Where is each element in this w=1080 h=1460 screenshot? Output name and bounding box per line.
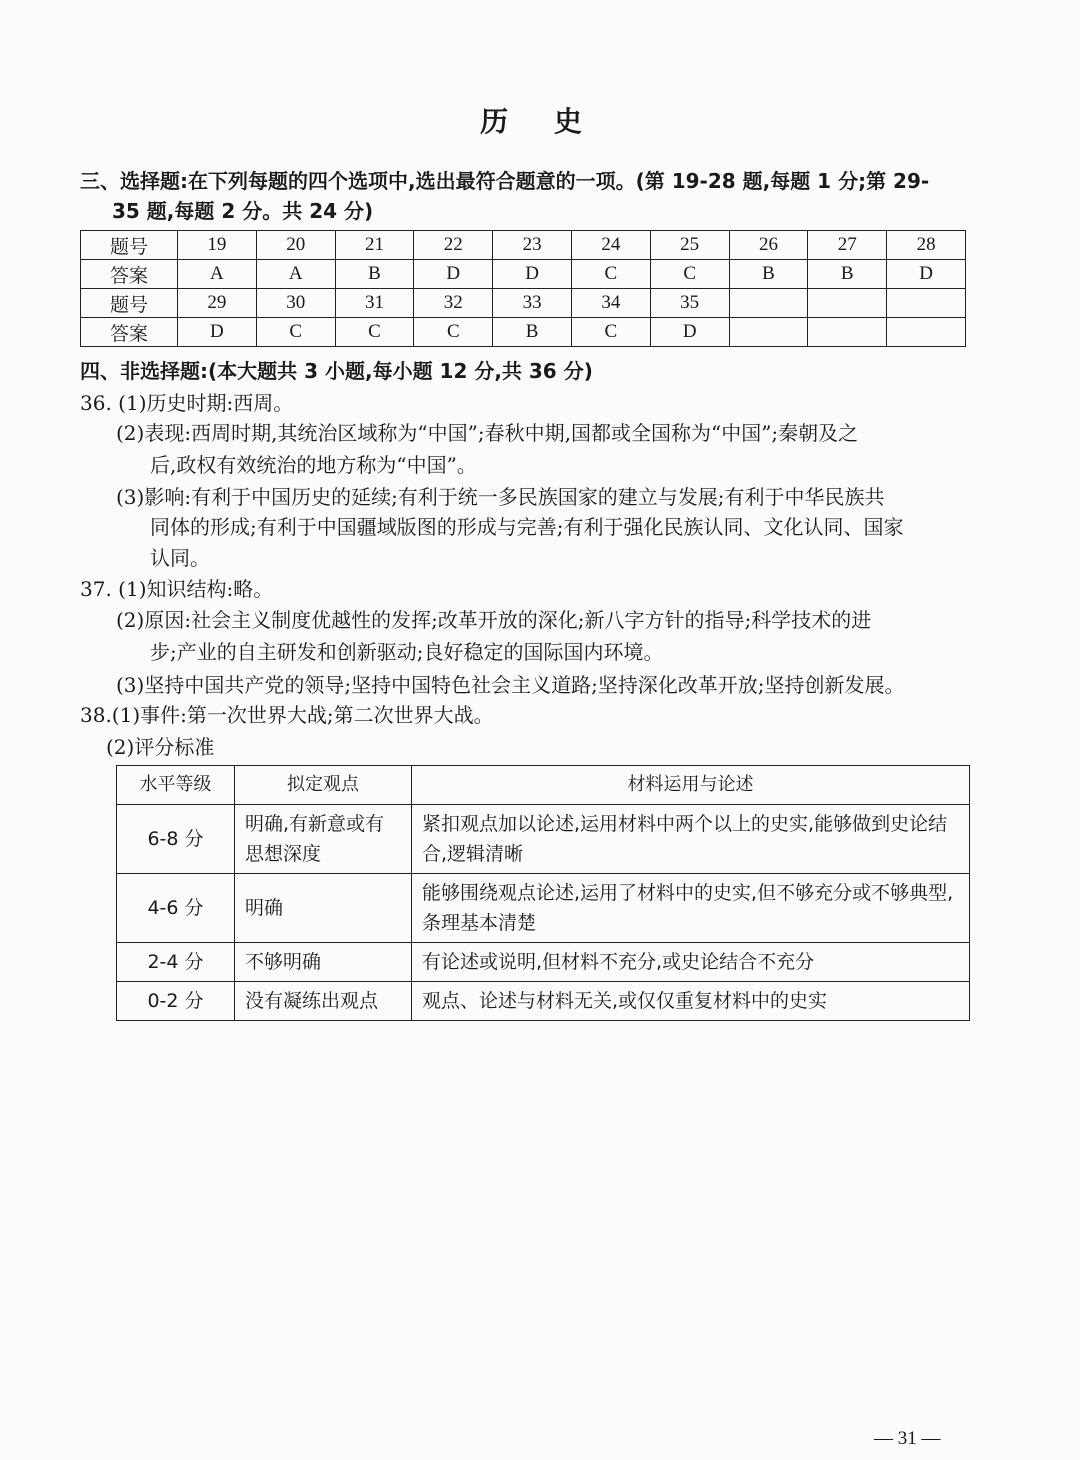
level-cell: 4-6 分 <box>117 874 235 943</box>
table-row <box>117 943 970 982</box>
desc-cell: 观点、论述与材料无关,或仅仅重复材料中的史实 <box>412 982 970 1021</box>
answer-cell: C <box>256 318 335 347</box>
level-cell: 2-4 分 <box>117 943 235 982</box>
answer-cell <box>808 318 887 347</box>
answer-cell: D <box>887 260 966 289</box>
answer-cell <box>729 289 808 318</box>
desc-cell: 有论述或说明,但材料不充分,或史论结合不充分 <box>412 943 970 982</box>
answer-cell: C <box>650 260 729 289</box>
answer-cell: 27 <box>808 231 887 260</box>
answer-cell: B <box>493 318 572 347</box>
answer-cell: C <box>414 318 493 347</box>
answer-cell: 19 <box>178 231 257 260</box>
row-label-cell: 答案 <box>81 318 178 347</box>
header-desc: 材料运用与论述 <box>412 766 970 805</box>
row-label-cell: 题号 <box>81 289 178 318</box>
answer-cell: B <box>335 260 414 289</box>
table-row <box>81 260 966 289</box>
q37-part2-line2: 步;产业的自主研发和创新驱动;良好稳定的国际国内环境。 <box>150 640 664 664</box>
answer-cell: 23 <box>493 231 572 260</box>
level-cell: 6-8 分 <box>117 805 235 874</box>
answer-cell: D <box>650 318 729 347</box>
table-row <box>117 982 970 1021</box>
q36-part2-line2: 后,政权有效统治的地方称为“中国”。 <box>150 453 477 477</box>
table-row <box>81 318 966 347</box>
q36-part3-line3: 认同。 <box>150 546 210 570</box>
section3-heading-line2: 35 题,每题 2 分。共 24 分) <box>112 199 374 223</box>
answer-cell: D <box>414 260 493 289</box>
view-cell: 明确,有新意或有思想深度 <box>235 805 412 874</box>
answer-cell: 21 <box>335 231 414 260</box>
table-row <box>117 805 970 874</box>
row-label-cell: 题号 <box>81 231 178 260</box>
answer-cell <box>887 318 966 347</box>
view-cell: 没有凝练出观点 <box>235 982 412 1021</box>
answer-cell <box>887 289 966 318</box>
answer-cell: D <box>493 260 572 289</box>
q38-part1: 38.(1)事件:第一次世界大战;第二次世界大战。 <box>80 703 494 727</box>
table-row <box>81 231 966 260</box>
answer-cell: A <box>256 260 335 289</box>
header-view: 拟定观点 <box>235 766 412 805</box>
q37-part1: 37. (1)知识结构:略。 <box>80 577 274 601</box>
answer-cell: 35 <box>650 289 729 318</box>
answer-cell: A <box>178 260 257 289</box>
q36-part3-line2: 同体的形成;有利于中国疆域版图的形成与完善;有利于强化民族认同、文化认同、国家 <box>150 515 904 539</box>
q37-part3: (3)坚持中国共产党的领导;坚持中国特色社会主义道路;坚持深化改革开放;坚持创新发展。 <box>116 673 905 697</box>
q36-part2-line1: (2)表现:西周时期,其统治区域称为“中国”;春秋中期,国都或全国称为“中国”;秦朝及之 <box>116 421 859 445</box>
section3-heading-line1: 三、选择题:在下列每题的四个选项中,选出最符合题意的一项。(第 19-28 题,每题 1 分;第 29- <box>80 169 930 193</box>
answer-cell: B <box>808 260 887 289</box>
answer-cell: D <box>178 318 257 347</box>
page-title: 历 史 <box>480 105 600 138</box>
answer-table <box>80 230 966 347</box>
answer-cell <box>808 289 887 318</box>
answer-cell <box>729 318 808 347</box>
desc-cell: 能够围绕观点论述,运用了材料中的史实,但不够充分或不够典型,条理基本清楚 <box>412 874 970 943</box>
view-cell: 不够明确 <box>235 943 412 982</box>
answer-cell: 29 <box>178 289 257 318</box>
answer-cell: 33 <box>493 289 572 318</box>
q37-part2-line1: (2)原因:社会主义制度优越性的发挥;改革开放的深化;新八字方针的指导;科学技术的进 <box>116 608 872 632</box>
answer-cell: C <box>571 260 650 289</box>
scoring-table <box>116 765 970 1021</box>
answer-cell: C <box>571 318 650 347</box>
level-cell: 0-2 分 <box>117 982 235 1021</box>
q36-part1: 36. (1)历史时期:西周。 <box>80 391 294 415</box>
answer-cell: C <box>335 318 414 347</box>
page-number: — 31 — <box>874 1428 941 1449</box>
view-cell: 明确 <box>235 874 412 943</box>
q38-part2: (2)评分标准 <box>106 735 215 759</box>
row-label-cell: 答案 <box>81 260 178 289</box>
answer-cell: 34 <box>571 289 650 318</box>
desc-cell: 紧扣观点加以论述,运用材料中两个以上的史实,能够做到史论结合,逻辑清晰 <box>412 805 970 874</box>
answer-cell: 26 <box>729 231 808 260</box>
answer-cell: 32 <box>414 289 493 318</box>
answer-cell: B <box>729 260 808 289</box>
section4-heading: 四、非选择题:(本大题共 3 小题,每小题 12 分,共 36 分) <box>80 359 593 383</box>
header-level: 水平等级 <box>117 766 235 805</box>
table-row <box>81 289 966 318</box>
q36-part3-line1: (3)影响:有利于中国历史的延续;有利于统一多民族国家的建立与发展;有利于中华民族共 <box>116 485 885 509</box>
table-row <box>117 874 970 943</box>
answer-cell: 30 <box>256 289 335 318</box>
answer-cell: 24 <box>571 231 650 260</box>
answer-cell: 22 <box>414 231 493 260</box>
answer-cell: 31 <box>335 289 414 318</box>
answer-cell: 28 <box>887 231 966 260</box>
answer-cell: 25 <box>650 231 729 260</box>
answer-cell: 20 <box>256 231 335 260</box>
